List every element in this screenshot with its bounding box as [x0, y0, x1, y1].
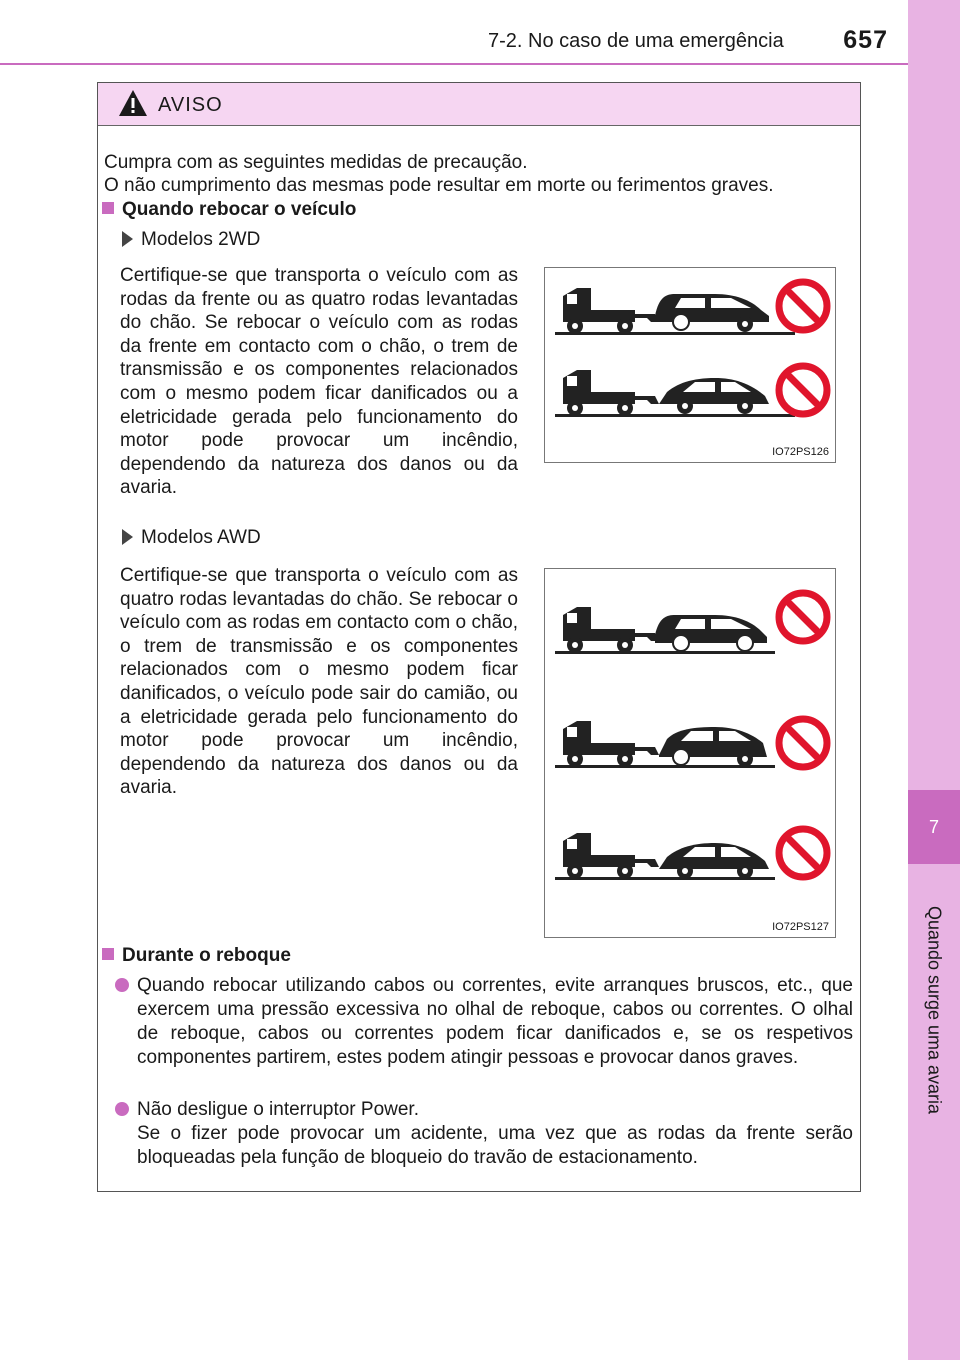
triangle-bullet-icon	[122, 529, 133, 545]
paragraph-2wd: Certifique-se que transporta o veículo com as rodas da frente ou as quatro rodas levantadas do chão. Se rebocar o veículo com as rodas da frente em contacto com o chão, o trem de transmissão e os componentes relacionados com o mesmo podem ficar danificados ou a eletricidade gerada pelo funcionamento do motor pode provocar um incêndio, dependendo da natureza dos danos ou da avaria.	[120, 265, 518, 499]
page-number: 657	[843, 26, 888, 54]
header-divider	[0, 63, 908, 65]
chapter-number: 7	[908, 790, 960, 864]
figure-2wd	[544, 267, 836, 463]
warning-label: AVISO	[158, 94, 223, 116]
section-title: 7-2. No caso de uma emergência	[488, 30, 784, 52]
prohibited-icon	[779, 593, 827, 641]
bullet-item-1: Quando rebocar utilizando cabos ou correntes, evite arranques bruscos, etc., que exercem uma pressão excessiva no olhal de reboque, cabos ou correntes. O olhal de reboque, cabos ou correntes podem ficar danificados e, se os respetivos componentes partirem, estes podem atingir pessoas e provocar danos graves.	[137, 974, 853, 1070]
paragraph-awd: Certifique-se que transporta o veículo com as quatro rodas levantadas do chão. Se rebocar o veículo com as rodas em contacto com o chão, o trem de transmissão e os componentes relacionados com o mesmo podem ficar danificados, o veículo pode sair do camião, ou a eletricidade gerada pelo funcionamento do motor pode provocar um incêndio, dependendo da natureza dos danos ou da avaria.	[120, 565, 518, 799]
tow-truck-illustration	[545, 569, 835, 924]
square-bullet-icon	[102, 948, 114, 960]
prohibited-icon	[779, 829, 827, 877]
prohibited-icon	[779, 282, 827, 330]
round-bullet-icon	[115, 1102, 129, 1116]
warning-header	[98, 83, 860, 126]
subheading-2wd: Modelos 2WD	[122, 228, 260, 251]
prohibited-icon	[779, 719, 827, 767]
square-bullet-icon	[102, 202, 114, 214]
chapter-title: Quando surge uma avaria	[924, 905, 945, 1115]
round-bullet-icon	[115, 978, 129, 992]
figure-code: IO72PS126	[772, 446, 829, 458]
warning-triangle-icon	[118, 89, 148, 117]
prohibited-icon	[779, 366, 827, 414]
tow-truck-illustration	[545, 268, 835, 448]
section-heading-during-towing: Durante o reboque	[102, 944, 291, 967]
figure-awd	[544, 568, 836, 938]
side-tab	[908, 0, 960, 1360]
intro-line-1: Cumpra com as seguintes medidas de precaução.	[104, 152, 528, 173]
section-heading-towing: Quando rebocar o veículo	[102, 198, 356, 221]
subheading-awd: Modelos AWD	[122, 526, 261, 549]
bullet-item-2: Não desligue o interruptor Power. Se o fizer pode provocar um acidente, uma vez que as rodas da frente serão bloqueadas pela função de bloqueio do travão de estacionamento.	[137, 1098, 853, 1170]
figure-code: IO72PS127	[772, 921, 829, 933]
triangle-bullet-icon	[122, 231, 133, 247]
intro-line-2: O não cumprimento das mesmas pode resultar em morte ou ferimentos graves.	[104, 175, 774, 196]
